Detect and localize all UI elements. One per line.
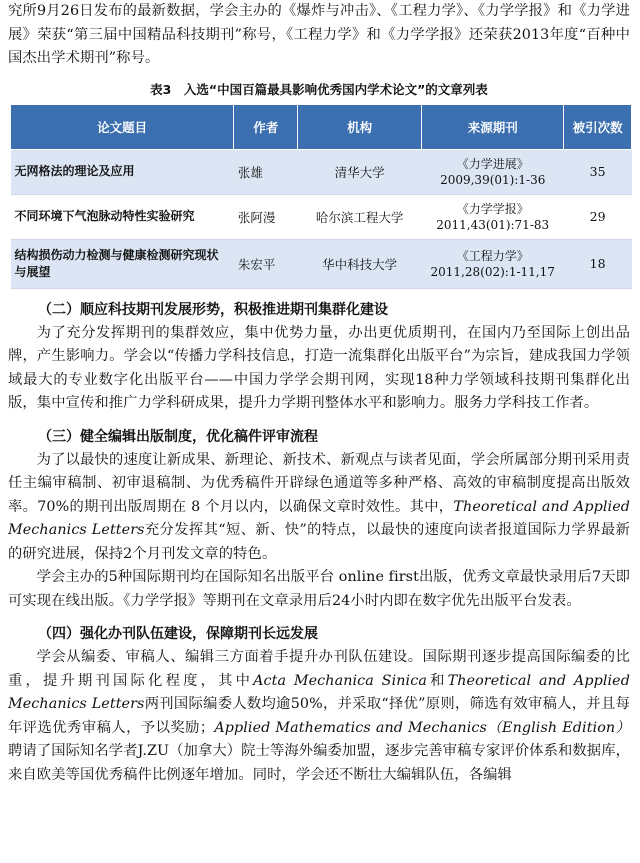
header-journal: 来源期刊 [422, 104, 564, 149]
table-row [11, 194, 632, 239]
table-header-row [11, 104, 632, 149]
paper-cites: 29 [564, 194, 632, 239]
header-author: 作者 [234, 104, 298, 149]
journal-name: 《力学进展》 [456, 156, 529, 171]
paper-org: 哈尔滨工程大学 [298, 194, 422, 239]
text-span: 为了以最快的速度让新成果、新理论、新技术、新观点与读者见面，学会所属部分期刊采用责任主编审稿制、初审退稿制、为优秀稿件开辟绿色通道等多种严格、高效的审稿制度提高出版效率。70%的期刊出版周期在 8 个月以内，以确保文章时效性。其中， [8, 451, 630, 515]
intro-paragraph: 究所9月26日发布的最新数据，学会主办的《爆炸与冲击》、《工程力学》、《力学学报》和《力学进展》荣获“第三届中国精品科技期刊”称号，《工程力学》和《力学学报》还荣获2013年度“百种中国杰出学术期刊”称号。 [8, 3, 630, 66]
table-caption: 表3 入选“中国百篇最具影响优秀国内学术论文”的文章列表 [150, 81, 488, 97]
journal-name-italic: Acta Mechanica Sinica [253, 672, 427, 689]
journal-name-italic: Theoretical and Applied Mechanics Letters [8, 672, 630, 712]
paper-journal [422, 149, 564, 194]
journal-name: 《力学学报》 [456, 201, 529, 216]
paper-journal [422, 194, 564, 239]
section-heading-2: （二）顺应科技期刊发展形势，积极推进期刊集群化建设 [38, 301, 388, 318]
journal-issue: 2009,39(01):1-36 [440, 172, 546, 187]
paper-title: 无网格法的理论及应用 [11, 149, 234, 194]
text-span: 学会从编委、审稿人、编辑三方面着手提升办刊队伍建设。国际期刊逐步提高国际编委的比重，提升期刊国际化程度，其中 [8, 649, 630, 689]
paper-org: 清华大学 [298, 149, 422, 194]
section-heading-3: （三）健全编辑出版制度，优化稿件评审流程 [38, 428, 318, 445]
text-span: 和 [426, 672, 448, 689]
papers-table [10, 104, 632, 289]
section-3-paragraph-2: 学会主办的5种国际期刊均在国际知名出版平台 online first出版，优秀文章最快录用后7天即可实现在线出版。《力学学报》等期刊在文章录用后24小时内即在数字优先出版平台发表。 [8, 569, 630, 609]
paper-cites: 18 [564, 239, 632, 288]
journal-issue: 2011,43(01):71-83 [436, 217, 550, 232]
journal-name-italic: Applied Mathematics and Mechanics（English Edition） [214, 719, 630, 736]
paper-author: 张阿漫 [234, 194, 298, 239]
header-title: 论文题目 [11, 104, 234, 149]
paper-author: 张雄 [234, 149, 298, 194]
paper-title: 不同环境下气泡脉动特性实验研究 [11, 194, 234, 239]
paper-author: 朱宏平 [234, 239, 298, 288]
paper-cites: 35 [564, 149, 632, 194]
table-row [11, 149, 632, 194]
paper-org: 华中科技大学 [298, 239, 422, 288]
text-span: 两刊国际编委人数均逾50%，并采取“择优”原则，筛选有效审稿人，并且每年评选优秀审稿人，予以奖励； [8, 696, 630, 736]
text-span: 聘请了国际知名学者J.ZU（加拿大）院士等海外编委加盟，逐步完善审稿专家评价体系和数据库，来自欧美等国优秀稿件比例逐年增加。同时，学会还不断壮大编辑队伍，各编辑 [8, 743, 630, 783]
section-4-paragraph [8, 646, 630, 787]
journal-name: 《工程力学》 [456, 248, 529, 263]
header-org: 机构 [298, 104, 422, 149]
section-heading-4: （四）强化办刊队伍建设，保障期刊长远发展 [38, 626, 318, 642]
table-row [11, 239, 632, 288]
journal-issue: 2011,28(02):1-11,17 [430, 264, 555, 279]
journal-name-italic: Theoretical and Applied Mechanics Letters [8, 498, 631, 538]
paper-journal [422, 239, 564, 288]
section-3-paragraph-1 [8, 449, 630, 567]
text-span: 充分发挥其“短、新、快”的特点，以最快的速度向读者报道国际力学界最新的研究进展，保持2个月刊发文章的特色。 [8, 522, 630, 562]
paper-title: 结构损伤动力检测与健康检测研究现状与展望 [11, 239, 234, 288]
section-2-paragraph: 为了充分发挥期刊的集群效应，集中优势力量，办出更优质期刊，在国内乃至国际上创出品牌，产生影响力。学会以“传播力学科技信息，打造一流集群化出版平台”为宗旨，建成我国力学领域最大的专业数字化出版平台——中国力学学会期刊网，实现18种力学领域科技期刊集群化出版，集中宣传和推广力学科研成果，提升力学期刊整体水平和影响力。服务力学科技工作者。 [8, 324, 630, 411]
header-cites: 被引次数 [564, 104, 632, 149]
